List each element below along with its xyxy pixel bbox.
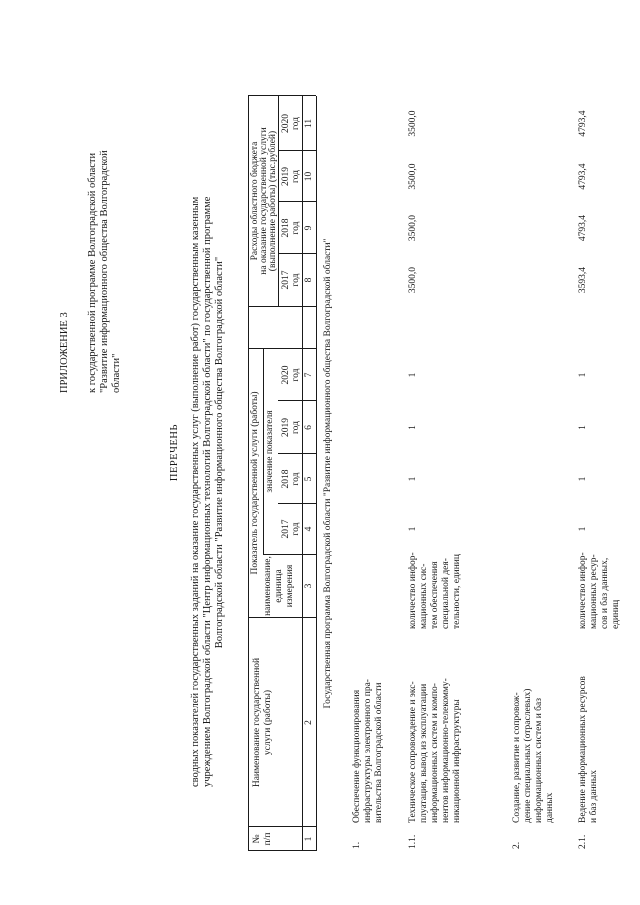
col-divider-6 — [278, 400, 316, 401]
row-1-name-line-1: Обеспечение функционирования — [352, 689, 362, 823]
row-2-1-num: 2.1. — [578, 834, 588, 849]
row-1-1-indicator-line-1: количество инфор- — [408, 552, 418, 629]
col-divider-7 — [248, 348, 316, 349]
table-right-border — [248, 95, 316, 96]
header-indicator-name-2: единица — [274, 569, 284, 603]
row-2-1-indicator-line-2: мационных ресур- — [589, 554, 599, 629]
year-header-budget-2020-label: год — [291, 117, 301, 130]
header-num-2: п/п — [263, 832, 273, 846]
row-2-1-value-2019: 1 — [578, 425, 588, 430]
column-number-8: 8 — [304, 277, 314, 283]
row-1-1-indicator-line-5: тельности, единиц — [452, 554, 462, 629]
header-indicator-name-3: измерения — [285, 564, 295, 608]
header-service-name-1: Наименование государственной — [252, 657, 262, 788]
row-1-1-budget-2017: 3500,0 — [408, 266, 418, 294]
column-number-7: 7 — [304, 372, 314, 378]
row-2-1-budget-2018: 4793,4 — [578, 214, 588, 242]
row-2-1-name-line-2: и баз данных — [589, 770, 599, 823]
col-divider-11 — [278, 150, 316, 151]
row-2-num: 2. — [512, 841, 522, 849]
row-1-1-budget-2020: 3500,0 — [408, 110, 418, 137]
row-2-1-value-2020: 1 — [578, 372, 588, 378]
year-header-budget-2019: 2019 — [281, 167, 291, 186]
year-header-budget-2018: 2018 — [281, 218, 291, 238]
row-1-1-name-line-3: информационных систем и компо- — [430, 683, 440, 823]
column-number-3: 3 — [304, 583, 314, 589]
row-1-1-name-line-5: никационной инфраструктуры — [452, 699, 462, 823]
row-1-1-name-line-1: Техническое сопровождение и экс- — [408, 681, 418, 823]
column-number-5: 5 — [304, 476, 314, 482]
row-1-1-indicator-line-3: тем обеспечения — [430, 561, 440, 629]
row-1-num: 1. — [352, 841, 362, 849]
header-indicator-value: значение показателя — [265, 410, 275, 493]
heading-line-3: Волгоградской области "Развитие информационного общества Волгоградской области" — [214, 256, 225, 649]
col-divider-10 — [278, 201, 316, 202]
year-header-budget-2018-label: год — [291, 221, 301, 235]
header-bottom-rule — [302, 96, 303, 851]
row-2-1-budget-2020: 4793,4 — [578, 110, 588, 137]
document-title: ПЕРЕЧЕНЬ — [169, 423, 180, 482]
row-2-1-indicator-line-3: сов и баз данных, — [600, 557, 610, 629]
row-1-1-indicator-line-4: специальной дея- — [441, 558, 451, 629]
row-1-name-line-3: вительства Волгоградской области — [374, 682, 384, 823]
table-top-border — [248, 96, 249, 851]
table-left-border — [248, 850, 316, 851]
indicator-value-rule — [263, 349, 264, 555]
year-header-value-2020: 2020 — [281, 365, 291, 385]
appendix-label: ПРИЛОЖЕНИЕ 3 — [59, 312, 70, 393]
indicators-table — [248, 96, 628, 851]
year-header-value-2019-label: год — [291, 421, 301, 434]
heading-line-1: сводных показателей государственных заданий на оказание государственных услуг (выполнение работ) государственным казенным — [190, 196, 201, 787]
row-1-1-num: 1.1. — [408, 834, 418, 849]
year-header-value-2017: 2017 — [281, 519, 291, 539]
row-2-name-line-3: информационных систем и баз — [534, 698, 544, 823]
row-1-1-value-2019: 1 — [408, 425, 418, 430]
row-1-1-value-2018: 1 — [408, 476, 418, 482]
col-divider-5 — [278, 453, 316, 454]
header-num-1: № — [252, 834, 262, 844]
col-divider-1 — [248, 826, 316, 827]
header-indicator-name-1: наименование, — [263, 556, 273, 616]
appendix-line-2: "Развитие информационного общества Волгоградской — [99, 150, 110, 393]
row-1-name-line-2: инфраструктуры электронного пра- — [363, 679, 373, 823]
column-number-1: 1 — [304, 836, 314, 842]
year-header-budget-2017: 2017 — [281, 270, 291, 290]
year-header-budget-2020: 2020 — [281, 114, 291, 133]
column-number-6: 6 — [304, 425, 314, 430]
row-2-1-value-2017: 1 — [578, 526, 588, 532]
row-1-1-value-2017: 1 — [408, 526, 418, 532]
row-1-1-budget-2019: 3500,0 — [408, 163, 418, 190]
year-header-value-2018-label: год — [291, 472, 301, 486]
row-1-1-budget-2018: 3500,0 — [408, 214, 418, 242]
column-number-4: 4 — [304, 526, 314, 532]
row-2-name-line-1: Создание, развитие и сопровож- — [512, 692, 522, 823]
col-divider-4 — [278, 503, 316, 504]
header-budget-3: (выполнение работы) (тыс.рублей) — [268, 130, 278, 272]
row-2-1-indicator-line-4: единиц — [611, 599, 621, 629]
row-2-name-line-4: данных — [545, 792, 555, 823]
year-header-value-2018: 2018 — [281, 469, 291, 489]
col-divider-3 — [263, 554, 316, 555]
column-number-9: 9 — [304, 225, 314, 231]
header-indicator-group: Показатель государственной услуги (работы) — [250, 391, 260, 575]
col-divider-2 — [248, 617, 316, 618]
header-service-name-2: услуги (работы) — [263, 689, 273, 756]
appendix-line-1: к государственной программе Волгоградской области — [87, 152, 98, 393]
year-header-value-2017-label: год — [291, 522, 301, 536]
row-1-1-indicator-line-2: мационных сис- — [419, 563, 429, 629]
column-number-11: 11 — [304, 118, 314, 129]
row-1-1-name-line-4: нентов информационно-телекомму- — [441, 678, 451, 823]
header-budget-1: Расходы областного бюджета — [250, 141, 260, 261]
appendix-line-3: области" — [111, 353, 122, 393]
year-header-budget-2017-label: год — [291, 273, 301, 287]
year-header-budget-2019-label: год — [291, 170, 301, 183]
year-header-value-2020-label: год — [291, 368, 301, 382]
row-1-1-name-line-2: плуатация, вывод из эксплуатации — [419, 683, 429, 823]
row-2-name-line-2: дение специальных (отраслевых) — [523, 688, 533, 823]
col-divider-9 — [278, 253, 316, 254]
year-header-value-2019: 2019 — [281, 418, 291, 437]
program-title: Государственная программа Волгоградской области "Развитие информационного общества Волгоградской области" — [323, 238, 333, 709]
column-number-10: 10 — [304, 171, 314, 182]
row-2-1-indicator-line-1: количество инфор- — [578, 552, 588, 629]
header-budget-2: на оказание государственной услуги — [259, 127, 269, 275]
row-1-1-value-2020: 1 — [408, 372, 418, 378]
row-2-1-name-line-1: Ведение информационных ресурсов — [578, 676, 588, 823]
heading-line-2: учреждением Волгоградской области "Центр информационных технологий Волгоградской области" по государственной программе — [202, 196, 213, 787]
row-2-1-value-2018: 1 — [578, 476, 588, 482]
column-number-2: 2 — [304, 720, 314, 725]
column-numbers-rule — [316, 96, 317, 851]
row-2-1-budget-2019: 4793,4 — [578, 163, 588, 190]
row-2-1-budget-2017: 3593,4 — [578, 266, 588, 294]
col-divider-8 — [248, 306, 316, 307]
